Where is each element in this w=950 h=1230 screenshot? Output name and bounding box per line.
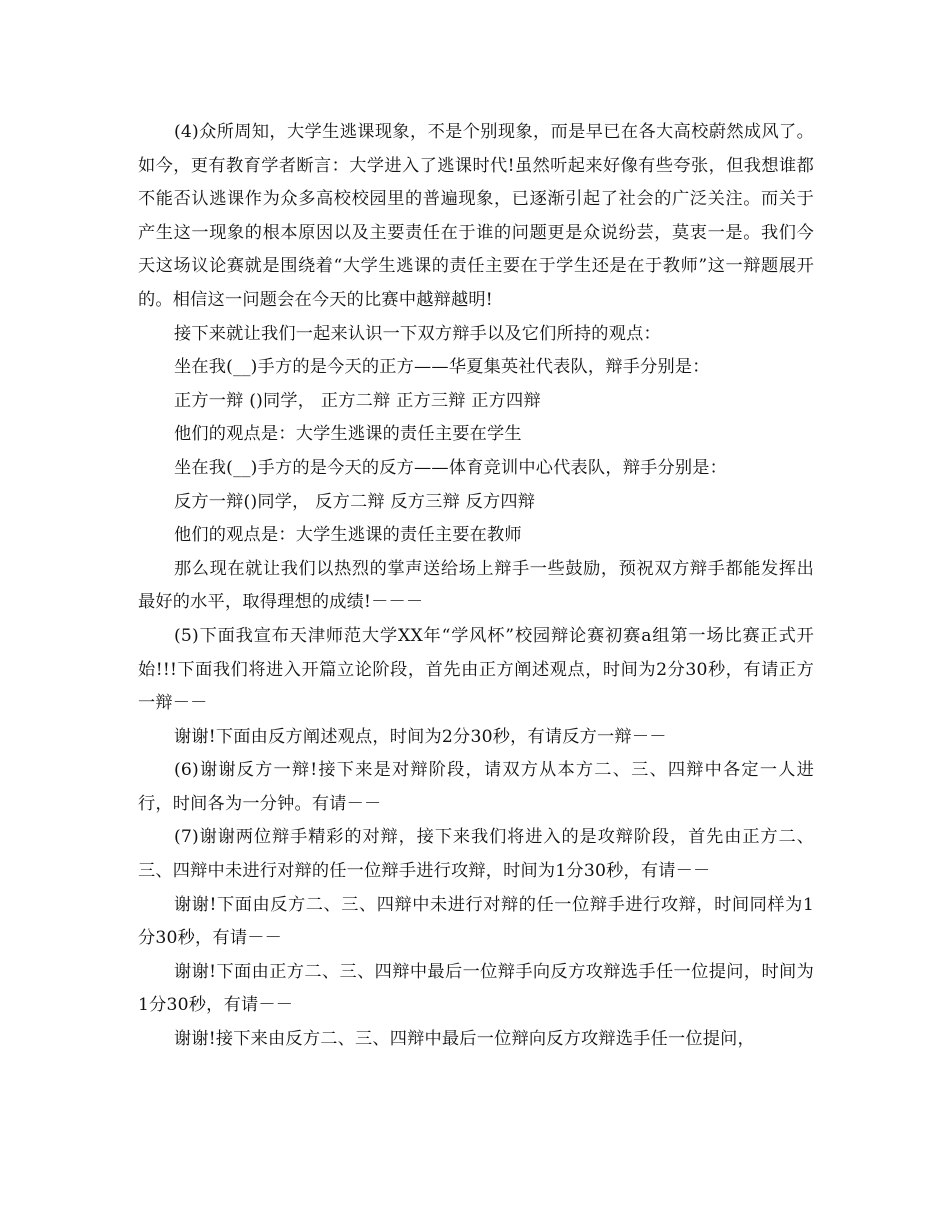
paragraph-affirmative-team: 坐在我(__)手方的是今天的正方——华夏集英社代表队，辩手分别是： — [174, 357, 710, 378]
document-body — [138, 116, 814, 1057]
paragraph-intro: (4)众所周知，大学生逃课现象，不是个别现象，而是早已在各大高校蔚然成风了。如今，更有教育学者断言：大学进入了逃课时代!虽然听起来好像有些夸张，但我想谁都不能否认逃课作为众多高校校园里的普遍现象，已逐渐引起了社会的广泛关注。而关于产生这一现象的根本原因以及主要责任在于谁的问题更是众说纷芸，莫衷一是。我们今天这场议论赛就是围绕着“大学生逃课的责任主要在于学生还是在于教师”这一辩题展开的。相信这一问题会在今天的比赛中越辩越明! — [138, 122, 814, 310]
paragraph-introduce-debaters: 接下来就让我们一起来认识一下双方辩手以及它们所持的观点： — [174, 323, 661, 344]
paragraph-affirmative-members: 正方一辩 ()同学， 正方二辩 正方三辩 正方四辩 — [174, 390, 541, 411]
paragraph-negative-members: 反方一辩()同学， 反方二辩 反方三辩 反方四辩 — [174, 491, 536, 512]
paragraph-negative-opening: 谢谢!下面由反方阐述观点，时间为2分30秒，有请反方一辩－－ — [174, 726, 667, 747]
paragraph-attack-stage: (7)谢谢两位辩手精彩的对辩，接下来我们将进入的是攻辩阶段，首先由正方二、三、四辩中未进行对辩的任一位辩手进行攻辩，时间为1分30秒，有请－－ — [138, 827, 814, 882]
paragraph-cross-debate: (6)谢谢反方一辩!接下来是对辩阶段，请双方从本方二、三、四辩中各定一人进行，时间各为一分钟。有请－－ — [138, 760, 814, 814]
paragraph-negative-attack: 谢谢!下面由反方二、三、四辩中未进行对辩的任一位辩手进行攻辩，时间同样为1分30秒，有请－－ — [138, 894, 814, 949]
paragraph-negative-view: 他们的观点是：大学生逃课的责任主要在教师 — [174, 525, 522, 546]
paragraph-opening-statements: (5)下面我宣布天津师范大学XX年“学风杯”校园辩论赛初赛a组第一场比赛正式开始!!!下面我们将进入开篇立论阶段，首先由正方阐述观点，时间为2分30秒，有请正方一辩－－ — [138, 625, 814, 714]
paragraph-negative-team: 坐在我(__)手方的是今天的反方——体育竞训中心代表队，辩手分别是： — [174, 457, 728, 478]
paragraph-applause: 那么现在就让我们以热烈的掌声送给场上辩手一些鼓励，预祝双方辩手都能发挥出最好的水平，取得理想的成绩!－－－ — [138, 558, 814, 613]
paragraph-affirmative-view: 他们的观点是：大学生逃课的责任主要在学生 — [174, 424, 522, 445]
paragraph-affirmative-question: 谢谢!下面由正方二、三、四辩中最后一位辩手向反方攻辩选手任一位提问，时间为1分30秒，有请－－ — [138, 961, 814, 1016]
paragraph-negative-question: 谢谢!接下来由反方二、三、四辩中最后一位辩向反方攻辩选手任一位提问， — [174, 1029, 755, 1050]
